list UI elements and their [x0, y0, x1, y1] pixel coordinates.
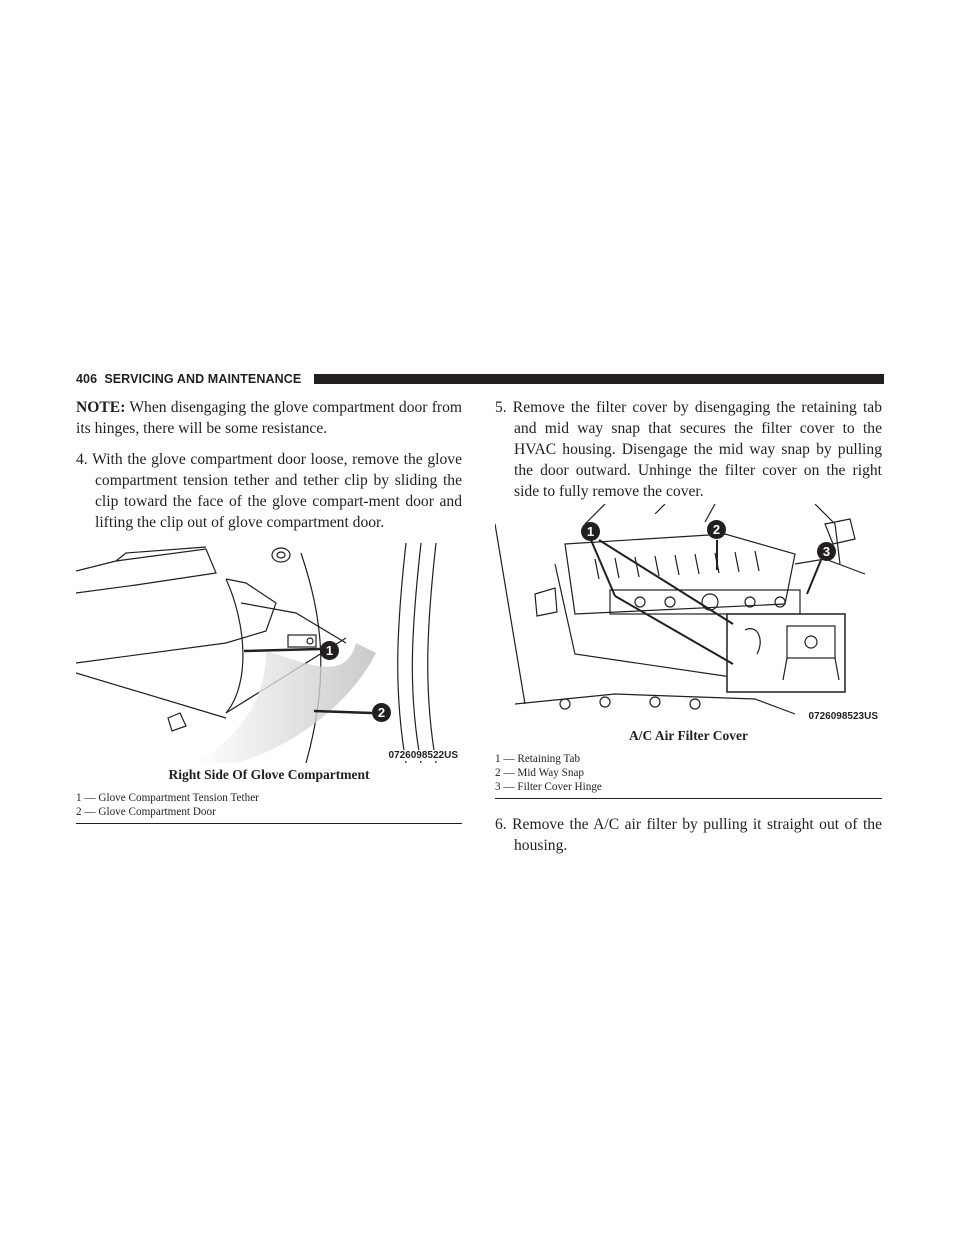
- figure-code: 0726098522US: [388, 750, 458, 761]
- legend-item: 1 — Retaining Tab: [495, 753, 581, 765]
- legend-divider: [495, 798, 882, 799]
- callout-1: 1: [320, 641, 339, 660]
- figure-caption: Right Side Of Glove Compartment: [168, 767, 370, 782]
- left-column: [76, 397, 462, 824]
- callout-1: 1: [581, 522, 600, 541]
- legend-item: 3 — Filter Cover Hinge: [495, 781, 602, 793]
- note-text: When disengaging the glove compartment door from its hinges, there will be some resistance.: [76, 399, 463, 437]
- step-4: 4. With the glove compartment door loose, remove the glove compartment tension tether and tether clip by sliding the clip toward the face of the glove compart-ment door and lifting the clip out of glove compartment door.: [76, 451, 462, 531]
- page-number: 406: [76, 372, 98, 386]
- glove-compartment-drawing: [76, 543, 462, 763]
- header-bar: [314, 374, 884, 384]
- callout-2: 2: [372, 703, 391, 722]
- legend-item: 1 — Glove Compartment Tension Tether: [76, 792, 259, 804]
- note-paragraph: [76, 397, 462, 439]
- legend-item: 2 — Glove Compartment Door: [76, 806, 216, 818]
- figure-glove-compartment: [76, 543, 462, 824]
- figure-air-filter-cover: [495, 504, 882, 799]
- figure-code: 0726098523US: [808, 711, 878, 722]
- step-5: 5. Remove the filter cover by disengaging the retaining tab and mid way snap that secures the filter cover to the HVAC housing. Disengage the mid way snap by pulling the door outward. Unhinge the filter cover on the right side to fully remove the cover.: [495, 399, 882, 500]
- legend-divider: [76, 823, 462, 824]
- illustration-air-filter-cover: [495, 504, 882, 724]
- header-text: [76, 371, 301, 387]
- air-filter-cover-drawing: [495, 504, 882, 724]
- page-header: [76, 371, 884, 387]
- callout-2: 2: [707, 520, 726, 539]
- step-6: 6. Remove the A/C air filter by pulling it straight out of the housing.: [495, 816, 882, 854]
- note-label: NOTE:: [76, 399, 126, 416]
- figure-caption: A/C Air Filter Cover: [628, 728, 749, 743]
- figure-legend: [76, 791, 462, 819]
- right-column: [495, 397, 882, 856]
- illustration-glove-compartment: [76, 543, 462, 763]
- legend-item: 2 — Mid Way Snap: [495, 767, 585, 779]
- figure-legend: [495, 752, 882, 794]
- section-title: SERVICING AND MAINTENANCE: [104, 372, 302, 386]
- callout-3: 3: [817, 542, 836, 561]
